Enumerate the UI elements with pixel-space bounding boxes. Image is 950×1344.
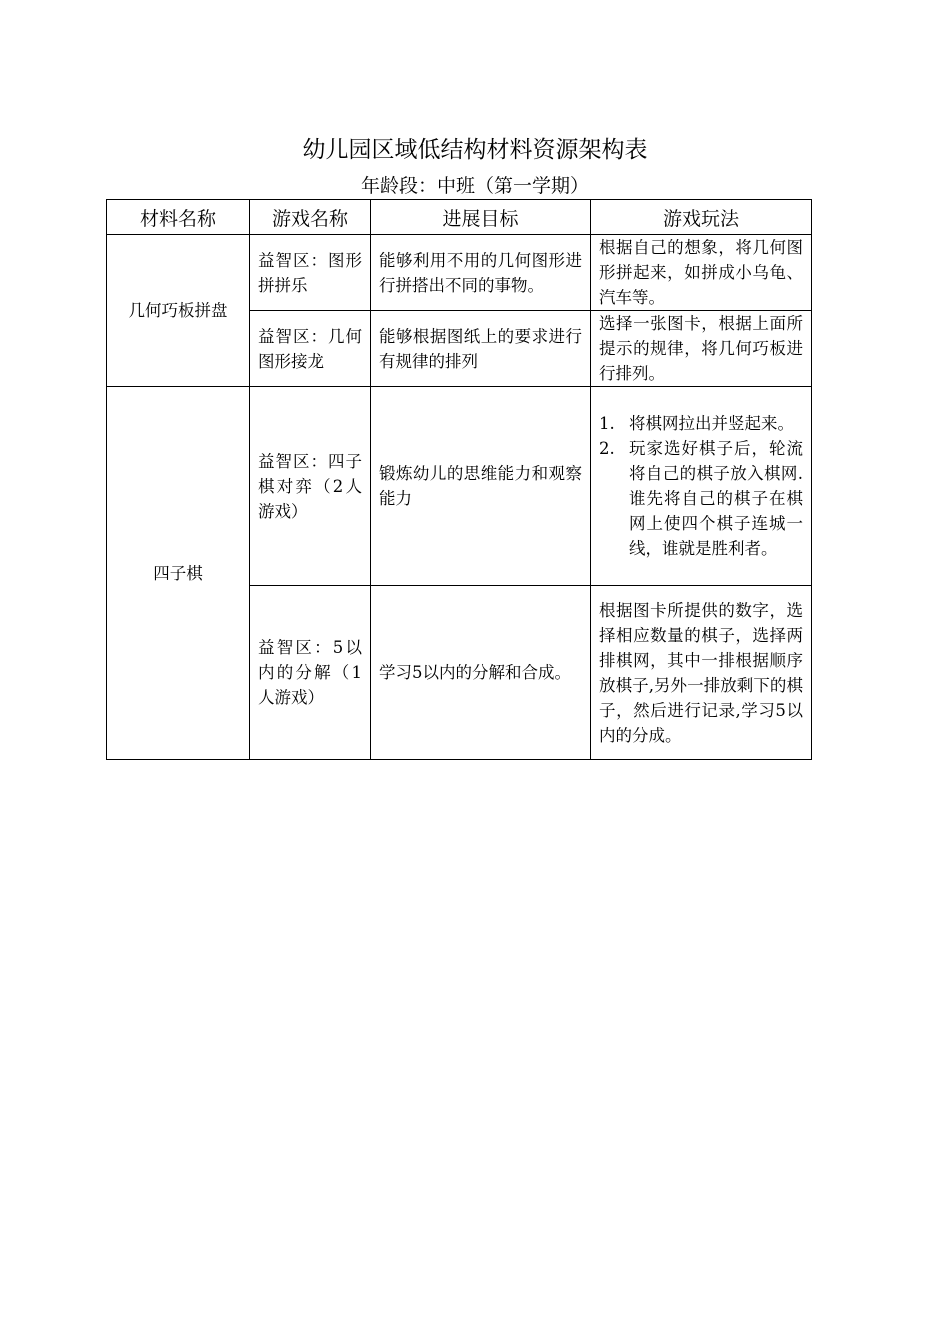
document-subtitle: 年龄段：中班（第一学期） [360,175,589,197]
goal-cell: 能够根据图纸上的要求进行有规律的排列 [371,311,591,387]
document-title: 幼儿园区域低结构材料资源架构表 [302,137,648,163]
play-cell [591,387,812,586]
play-steps-list [599,411,803,561]
table-header-row [107,200,812,235]
goal-cell: 能够利用不用的几何图形进行拼搭出不同的事物。 [371,235,591,311]
game-name-cell: 益智区：四子棋对弈（2人游戏） [250,387,371,586]
header-game-play: 游戏玩法 [591,200,812,235]
game-name-cell: 益智区：几何图形接龙 [250,311,371,387]
header-material-name: 材料名称 [107,200,250,235]
header-game-name: 游戏名称 [250,200,371,235]
table-row [107,387,812,586]
step-text: 将棋网拉出并竖起来。 [629,414,794,433]
play-cell: 根据图卡所提供的数字，选择相应数量的棋子，选择两排棋网，其中一排根据顺序放棋子,另外一排放剩下的棋子，然后进行记录,学习5以内的分成。 [591,586,812,760]
material-cell: 四子棋 [107,387,250,760]
material-cell: 几何巧板拼盘 [107,235,250,387]
step-number: 1. [599,414,615,433]
game-name-cell: 益智区：图形拼拼乐 [250,235,371,311]
step-text: 玩家选好棋子后，轮流将自己的棋子放入棋网.谁先将自己的棋子在棋网上使四个棋子连城一线，谁就是胜利者。 [629,439,803,558]
goal-cell: 学习5以内的分解和合成。 [371,586,591,760]
goal-cell: 锻炼幼儿的思维能力和观察能力 [371,387,591,586]
game-name-cell: 益智区：5以内的分解（1人游戏） [250,586,371,760]
list-item [599,436,803,561]
resource-table [106,199,812,760]
step-number: 2. [599,439,615,458]
play-cell: 选择一张图卡，根据上面所提示的规律，将几何巧板进行排列。 [591,311,812,387]
list-item [599,411,803,436]
play-cell: 根据自己的想象，将几何图形拼起来，如拼成小乌龟、汽车等。 [591,235,812,311]
header-progress-goal: 进展目标 [371,200,591,235]
table-row [107,235,812,311]
